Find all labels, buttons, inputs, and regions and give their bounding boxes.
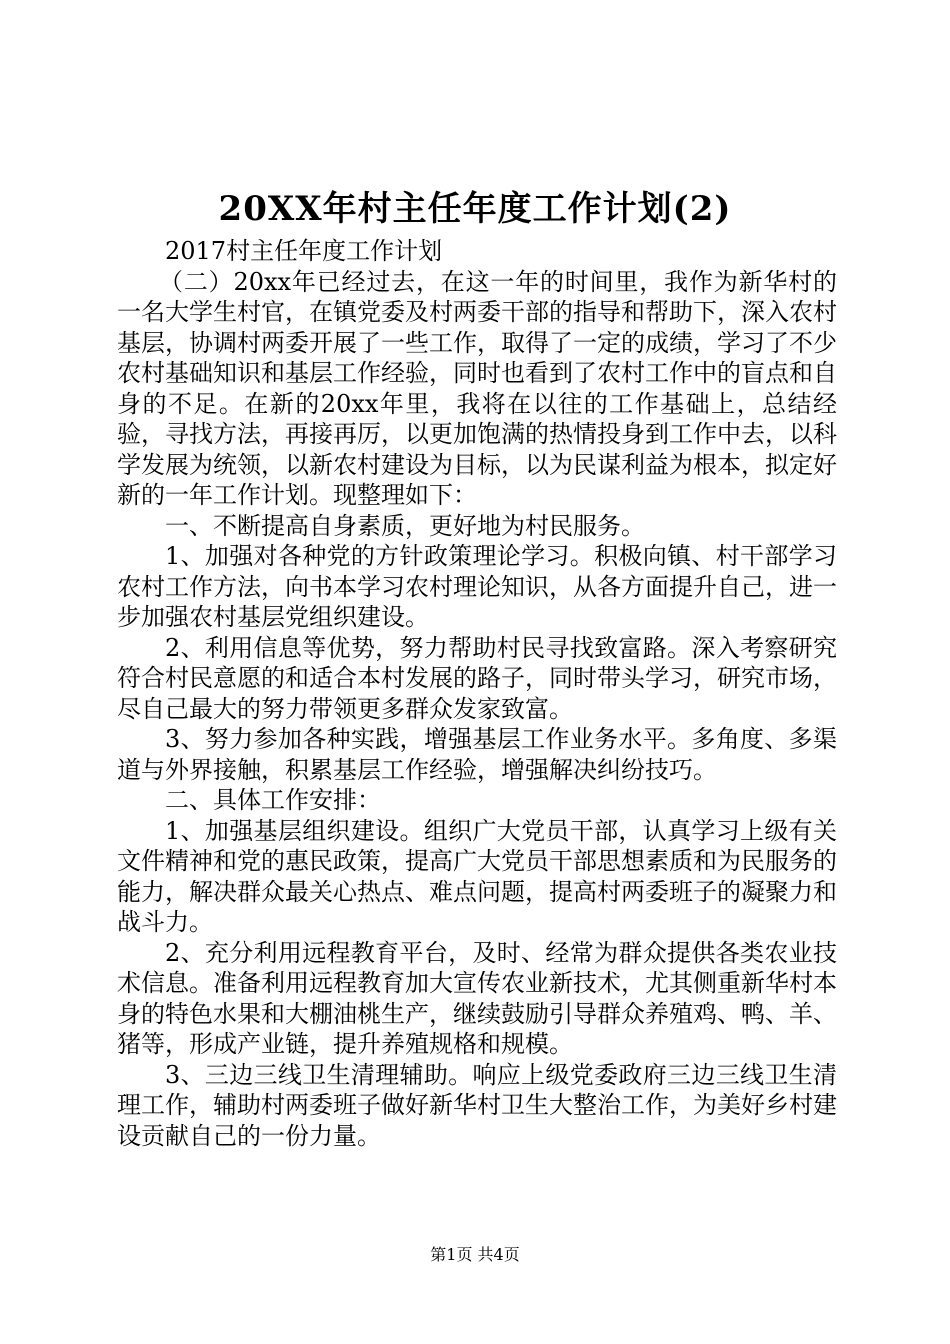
section-heading-2: 二、具体工作安排： xyxy=(165,786,381,814)
body-paragraph: 2、充分利用远程教育平台，及时、经常为群众提供各类农业技术信息。准备利用远程教育加大宣传农业新技术，尤其侧重新华村本身的特色水果和大棚油桃生产，继续鼓励引导群众养殖鸡、鸭、羊、猪等，形成产业链，提升养殖规格和规模。 xyxy=(117,938,837,1058)
body-paragraph: 3、三边三线卫生清理辅助。响应上级党委政府三边三线卫生清理工作，辅助村两委班子做好新华村卫生大整治工作，为美好乡村建设贡献自己的一份力量。 xyxy=(117,1060,837,1150)
body-paragraph: 2、利用信息等优势，努力帮助村民寻找致富路。深入考察研究符合村民意愿的和适合本村发展的路子，同时带头学习，研究市场，尽自己最大的努力带领更多群众发家致富。 xyxy=(117,633,837,723)
page-number-footer: 第1页 共4页 xyxy=(430,1245,520,1264)
section-heading-1: 一、不断提高自身素质，更好地为村民服务。 xyxy=(165,511,645,540)
intro-paragraph: （二）20xx年已经过去，在这一年的时间里，我作为新华村的一名大学生村官，在镇党委及村两委干部的指导和帮助下，深入农村基层，协调村两委开展了一些工作，取得了一定的成绩，学习了不少农村基础知识和基层工作经验，同时也看到了农村工作中的盲点和自身的不足。在新的20xx年里，我将在以往的工作基础上，总结经验，寻找方法，再接再厉，以更加饱满的热情投身到工作中去，以科学发展为统领，以新农村建设为目标，以为民谋利益为根本，拟定好新的一年工作计划。现整理如下： xyxy=(117,267,837,509)
subtitle-paragraph: 2017村主任年度工作计划 xyxy=(165,237,443,265)
document-body xyxy=(117,236,837,1151)
body-paragraph: 1、加强对各种党的方针政策理论学习。积极向镇、村干部学习农村工作方法，向书本学习农村理论知识，从各方面提升自己，进一步加强农村基层党组织建设。 xyxy=(117,542,837,631)
body-paragraph: 1、加强基层组织建设。组织广大党员干部，认真学习上级有关文件精神和党的惠民政策，提高广大党员干部思想素质和为民服务的能力，解决群众最关心热点、难点问题，提高村两委班子的凝聚力和战斗力。 xyxy=(117,816,837,936)
body-paragraph: 3、努力参加各种实践，增强基层工作业务水平。多角度、多渠道与外界接触，积累基层工作经验，增强解决纠纷技巧。 xyxy=(117,725,837,784)
document-title: 20XX年村主任年度工作计划(2) xyxy=(218,189,732,229)
